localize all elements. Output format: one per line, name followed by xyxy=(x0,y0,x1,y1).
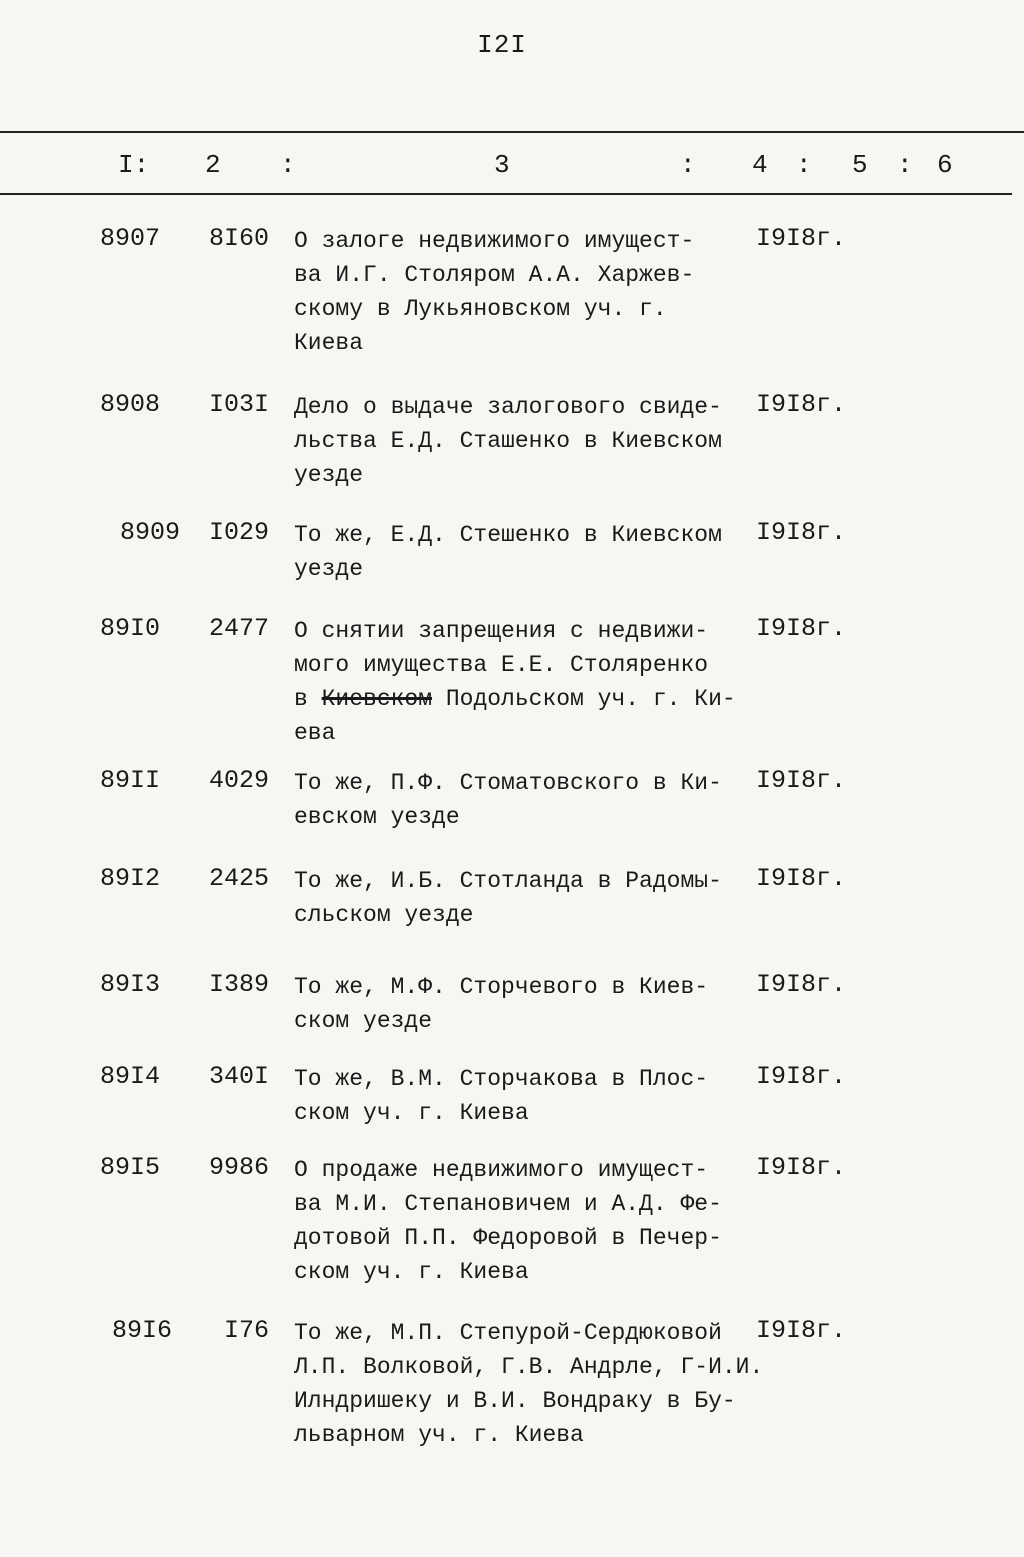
record-year: I9I8г. xyxy=(756,1316,847,1345)
record-number: 89II xyxy=(100,766,161,795)
record-number: 89I2 xyxy=(100,864,161,893)
old-number: 8I60 xyxy=(208,224,269,253)
struck-out-word: Киевском xyxy=(321,686,433,712)
column-header-6: 6 xyxy=(937,150,953,180)
old-number: I029 xyxy=(208,518,269,547)
page-number: I2I xyxy=(477,30,527,60)
record-year: I9I8г. xyxy=(756,614,847,643)
record-description: То же, Е.Д. Стешенко в Киевском уезде xyxy=(294,522,722,582)
record-year: I9I8г. xyxy=(756,390,847,419)
record-number: 89I6 xyxy=(112,1316,173,1345)
column-separator: : xyxy=(897,150,913,180)
record-description: О залоге недвижимого имущест- ва И.Г. Столяром А.А. Харжев- скому в Лукьяновском уч. г. Киева xyxy=(294,228,695,356)
column-header-1: I: xyxy=(118,150,150,180)
record-description: Дело о выдаче залогового свиде- льства Е.Д. Сташенко в Киевском уезде xyxy=(294,394,722,488)
record-description: О продаже недвижимого имущест- ва М.И. Степановичем и А.Д. Фе- дотовой П.П. Федоровой в Печер- ском уч. г. Киева xyxy=(294,1157,722,1285)
old-number: 9986 xyxy=(208,1153,269,1182)
record-description: То же, П.Ф. Стоматовского в Ки- евском уезде xyxy=(294,770,722,830)
old-number: 2425 xyxy=(208,864,269,893)
record-year: I9I8г. xyxy=(756,518,847,547)
column-header-4: 4 xyxy=(752,150,768,180)
record-description: О снятии запрещения с недвижи- мого имущества Е.Е. Столяренко в Киевском Подольском уч. г. Ки- ева xyxy=(294,618,736,746)
old-number: 4029 xyxy=(208,766,269,795)
record-year: I9I8г. xyxy=(756,970,847,999)
old-number: 2477 xyxy=(208,614,269,643)
record-year: I9I8г. xyxy=(756,766,847,795)
column-header-3: 3 xyxy=(494,150,510,180)
column-separator: : xyxy=(796,150,812,180)
column-header-2: 2 xyxy=(205,150,221,180)
record-year: I9I8г. xyxy=(756,864,847,893)
record-number: 8907 xyxy=(100,224,161,253)
old-number: I389 xyxy=(208,970,269,999)
old-number: I03I xyxy=(208,390,269,419)
record-description: То же, М.Ф. Сторчевого в Киев- ском уезде xyxy=(294,974,709,1034)
old-number: 340I xyxy=(208,1062,269,1091)
old-number: I76 xyxy=(223,1316,269,1345)
column-separator: : xyxy=(680,150,696,180)
record-number: 89I3 xyxy=(100,970,161,999)
record-number: 8908 xyxy=(100,390,161,419)
record-number: 8909 xyxy=(120,518,181,547)
column-separator: : xyxy=(280,150,296,180)
record-number: 89I5 xyxy=(100,1153,161,1182)
table-top-rule xyxy=(0,131,1024,133)
column-header-row xyxy=(0,150,1024,186)
record-number: 89I0 xyxy=(100,614,161,643)
record-year: I9I8г. xyxy=(756,1062,847,1091)
record-description: То же, И.Б. Стотланда в Радомы- сльском уезде xyxy=(294,868,722,928)
record-number: 89I4 xyxy=(100,1062,161,1091)
record-year: I9I8г. xyxy=(756,1153,847,1182)
record-year: I9I8г. xyxy=(756,224,847,253)
record-description: То же, В.М. Сторчакова в Плос- ском уч. г. Киева xyxy=(294,1066,709,1126)
record-description: То же, М.П. Степурой-Сердюковой Л.П. Волковой, Г.В. Андрле, Г-И.И. Илндришеку и В.И. Вондраку в Бу- льварном уч. г. Киева xyxy=(294,1320,764,1448)
table-header-rule xyxy=(0,193,1012,195)
column-header-5: 5 xyxy=(852,150,868,180)
